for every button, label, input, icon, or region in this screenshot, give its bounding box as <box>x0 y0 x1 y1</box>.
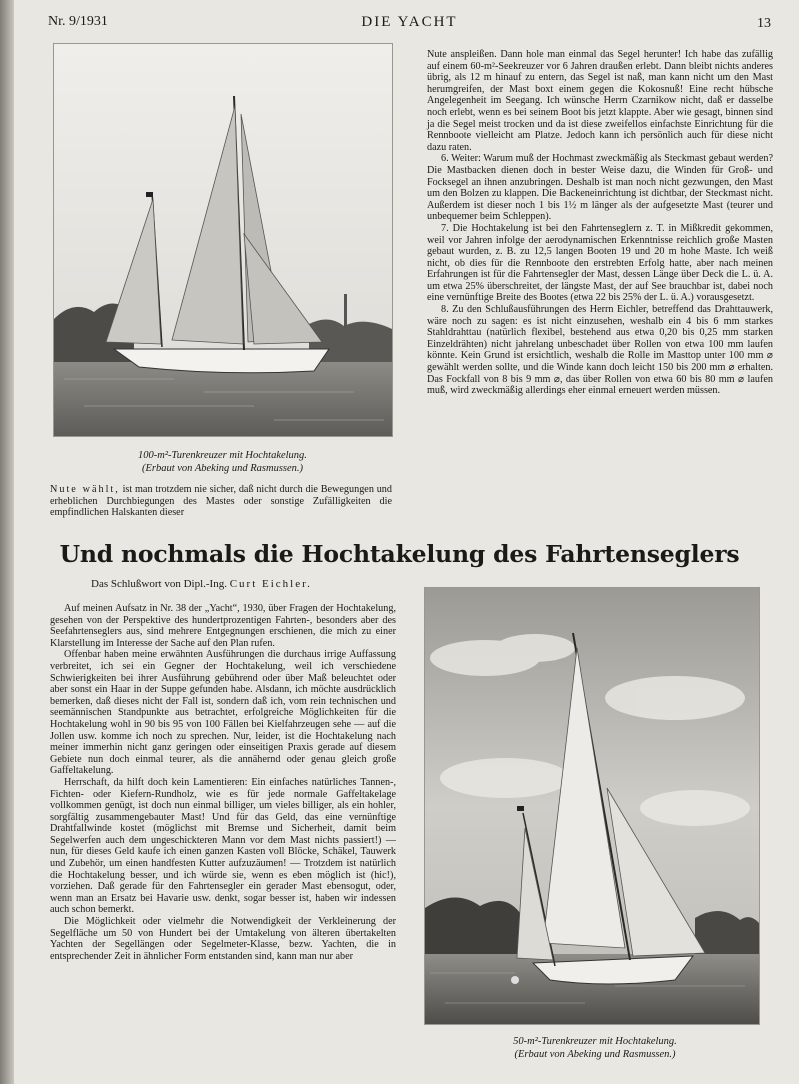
article-paragraph: Herrschaft, da hilft doch kein Lamentieren: Ein einfaches natürliches Tannen-, Fichten- oder Kiefern-Rundholz, wie es für jede normale Gaffeltakelage vollkommen genügt, ist doch nun einmal billiger, um vieles billiger, als ein hohler, sorgfältig zusammengebauter Mast! Und für das Geld, das eine vernünftige Drahtfallwinde kostet (möglichst mit Bremse und Sicherheit, damit beim Segelwerfen auch dem ungeschickteren Mann vor dem Mast nichts passiert!) — nun, für dieses Geld kaufe ich einen ganzen Kasten voll Blöcke, Schäkel, Tauwerk und Zubehör, um einen handfesten Kutter aufzuzäumen! — Trotzdem ist natürlich die Hochtakelung besser, und ich würde sie, wenn es eben möglich ist (hic!), vorziehen. Daß gerade für den Fahrtensegler ein gerader Mast ebensogut, oder, wenn man an Ersatz bei Havarie usw. denkt, sogar besser ist, haben wir indessen auch schon bemerkt. <box>50 776 396 916</box>
continuation-text: ist man trotzdem nie sicher, daß nicht durch die Bewegungen und erheblichen Durchbiegungen des Mastes oder sonstige Zufälligkeiten die empfindlichen Halskanten dieser <box>50 484 392 519</box>
caption-2-line-2: (Erbaut von Abeking und Rasmussen.) <box>514 1048 676 1060</box>
article-headline: Und nochmals die Hochtakelung des Fahrtenseglers <box>59 540 740 568</box>
right-column-top <box>427 49 773 397</box>
right-paragraph: 8. Zu den Schlußausführungen des Herrn Eichler, betreffend das Drahttauwerk, wäre noch zu sagen: es ist nicht einzusehen, weshalb ein 4 bis 6 mm starkes Stahldrahttau (natürlich flexibel, bestehend aus etwa 0,20 bis 0,25 mm starken Einzeldrähten) nicht jahrelang unbeschadet über Rollen von etwa 100 mm laufen könnte. Kein Grund ist ersichtlich, weshalb die Rolle im Masttop unter 100 mm ⌀ gewählt werden sollte, und die Winde kann doch leicht 150 bis 200 mm ⌀ erhalten. Das Fockfall von 8 bis 9 mm ⌀, das über Rollen von etwa 60 bis 80 mm ⌀ laufen muß, wird zweckmäßig allerdings eher einmal erneuert werden müssen. <box>427 304 773 397</box>
article-body <box>50 603 396 962</box>
sailboat-photo-2 <box>425 588 759 1024</box>
running-header <box>48 14 771 36</box>
byline-author: Curt Eichler. <box>229 578 312 590</box>
caption-2-line-1: 50-m²-Turenkreuzer mit Hochtakelung. <box>513 1036 677 1047</box>
issue-number: Nr. 9/1931 <box>48 14 108 29</box>
spaced-lead: Nute wählt, <box>50 484 120 495</box>
caption-1-line-1: 100-m²-Turenkreuzer mit Hochtakelung. <box>138 450 307 461</box>
sailboat-photo-1 <box>54 44 392 436</box>
article-paragraph: Die Möglichkeit oder vielmehr die Notwendigkeit der Verkleinerung der Segelfläche um 50 von Hundert bei der Umtakelung von älteren übertakelten Yachten der Segellängen oder Segelmeter-Klasse, bezw. Yachten, die in entsprechender Zeit in ähnlicher Form entstanden sind, kann man nur aber <box>50 916 396 962</box>
left-continuation-paragraph <box>50 484 392 519</box>
right-paragraph: 6. Weiter: Warum muß der Hochmast zweckmäßig als Steckmast gebaut werden? Die Mastbacken dienen doch in bester Weise dazu, die Winden für Groß- und Focksegel an ihnen anzubringen. Deshalb ist man noch nicht gezwungen, den Mast um den Bolzen zu klappen. Die Backeneinrichtung ist dichtbar, der Steckmast nicht. Außerdem ist dieser noch 1 bis 1½ m länger als der aufgesetzte Mast (teurer und unbequemer beim Schleppen). <box>427 153 773 223</box>
article-paragraph: Auf meinen Aufsatz in Nr. 38 der „Yacht“, 1930, über Fragen der Hochtakelung, gesehen von der Perspektive des hundertprozentigen Fahrten-, besonders aber des Seefahrtenseglers aus, sind mehrere Entgegnungen erschienen, die mich zu einer Klarstellung im Interesse der Sache auf den Plan rufen. <box>50 603 396 649</box>
left-column-continuation <box>50 484 392 519</box>
caption-1-line-2: (Erbaut von Abeking und Rasmussen.) <box>141 462 304 474</box>
page-binding-edge <box>0 0 14 1084</box>
page-number: 13 <box>757 16 771 31</box>
caption-figure-1 <box>60 450 385 475</box>
photo-50qm-turenkreuzer <box>424 587 760 1025</box>
article-byline <box>91 578 312 590</box>
right-paragraph: 7. Die Hochtakelung ist bei den Fahrtenseglern z. T. in Mißkredit gekommen, weil vor Jahren infolge der aerodynamischen Erkenntnisse reichlich große Masten gebaut wurden, z. B. zu 12,5 langen Booten 19 und 20 m hohe Maste. Ich weiß nicht, ob dies für die Rennboote den erstrebten Erfolg hatte, aber nach meinen Erfahrungen ist für die Fahrtensegler der Mast, dessen Länge über Deck die L. ü. A. um etwa 25% überschreitet, der längste Mast, der auf See brauchbar ist, dabei noch eine vernünftige Breite des Bootes (etwa 22 bis 25% der L. ü. A.) vorausgesetzt. <box>427 222 773 304</box>
right-paragraph: Nute anspleißen. Dann hole man einmal das Segel herunter! Ich habe das zufällig auf einem 60-m²-Seekreuzer vor 6 Jahren draußen erlebt. Dann bleibt nichts anderes übrig, als 12 m hinauf zu entern, das Segel ist naß, man kann nicht um den Mast herumgreifen, der Mast boxt einem gegen die Kokosnuß! Eine recht hübsche Angelegenheit im Seegang. Ich wünsche Herrn Czarnikow nicht, daß er dasselbe noch erlebt, wenn es bei seinem Boot bis jetzt klappte. Aber wie gesagt, binnen sind ja die Segel meist trocken und da ist diese zweifellos einfachste Einrichtung für die Rennboote vielleicht am Platze. Jedoch kann ich persönlich auch für diese nicht dazu raten. <box>427 49 773 153</box>
article-paragraph: Offenbar haben meine erwähnten Ausführungen die durchaus irrige Auffassung verbreitet, ich sei ein Gegner der Hochtakelung, weil ich verschiedene Schwierigkeiten bei ihrer Ausführung gebührend oder über Maß beleuchtet oder aber sonst ein Haar in der Suppe gefunden habe. Alsdann, ich möchte ausdrücklich bemerken, daß dieses nicht der Fall ist, sondern daß ich, vom rein technischen und seemännischen Standpunkte aus betrachtet, erfolgreiche Möglichkeiten für die Hochtakelung wohl in 90 bis 95 von 100 Fällen bei Kielfahrzeugen sehe — auf die Jollen usw. komme ich noch zu sprechen. Nur, leider, ist die Hochtakelung nach meiner immerhin nicht ganz geringen oder einseitigen Praxis gerade auf diesem Gebiete nun doch einmal teurer, als die annähernd oder genau gleich große Gaffeltakelung. <box>50 649 396 777</box>
magazine-title: DIE YACHT <box>361 14 458 30</box>
byline-prefix: Das Schlußwort von Dipl.-Ing. <box>91 578 227 590</box>
caption-figure-2 <box>430 1036 760 1061</box>
photo-100qm-turenkreuzer <box>53 43 393 437</box>
